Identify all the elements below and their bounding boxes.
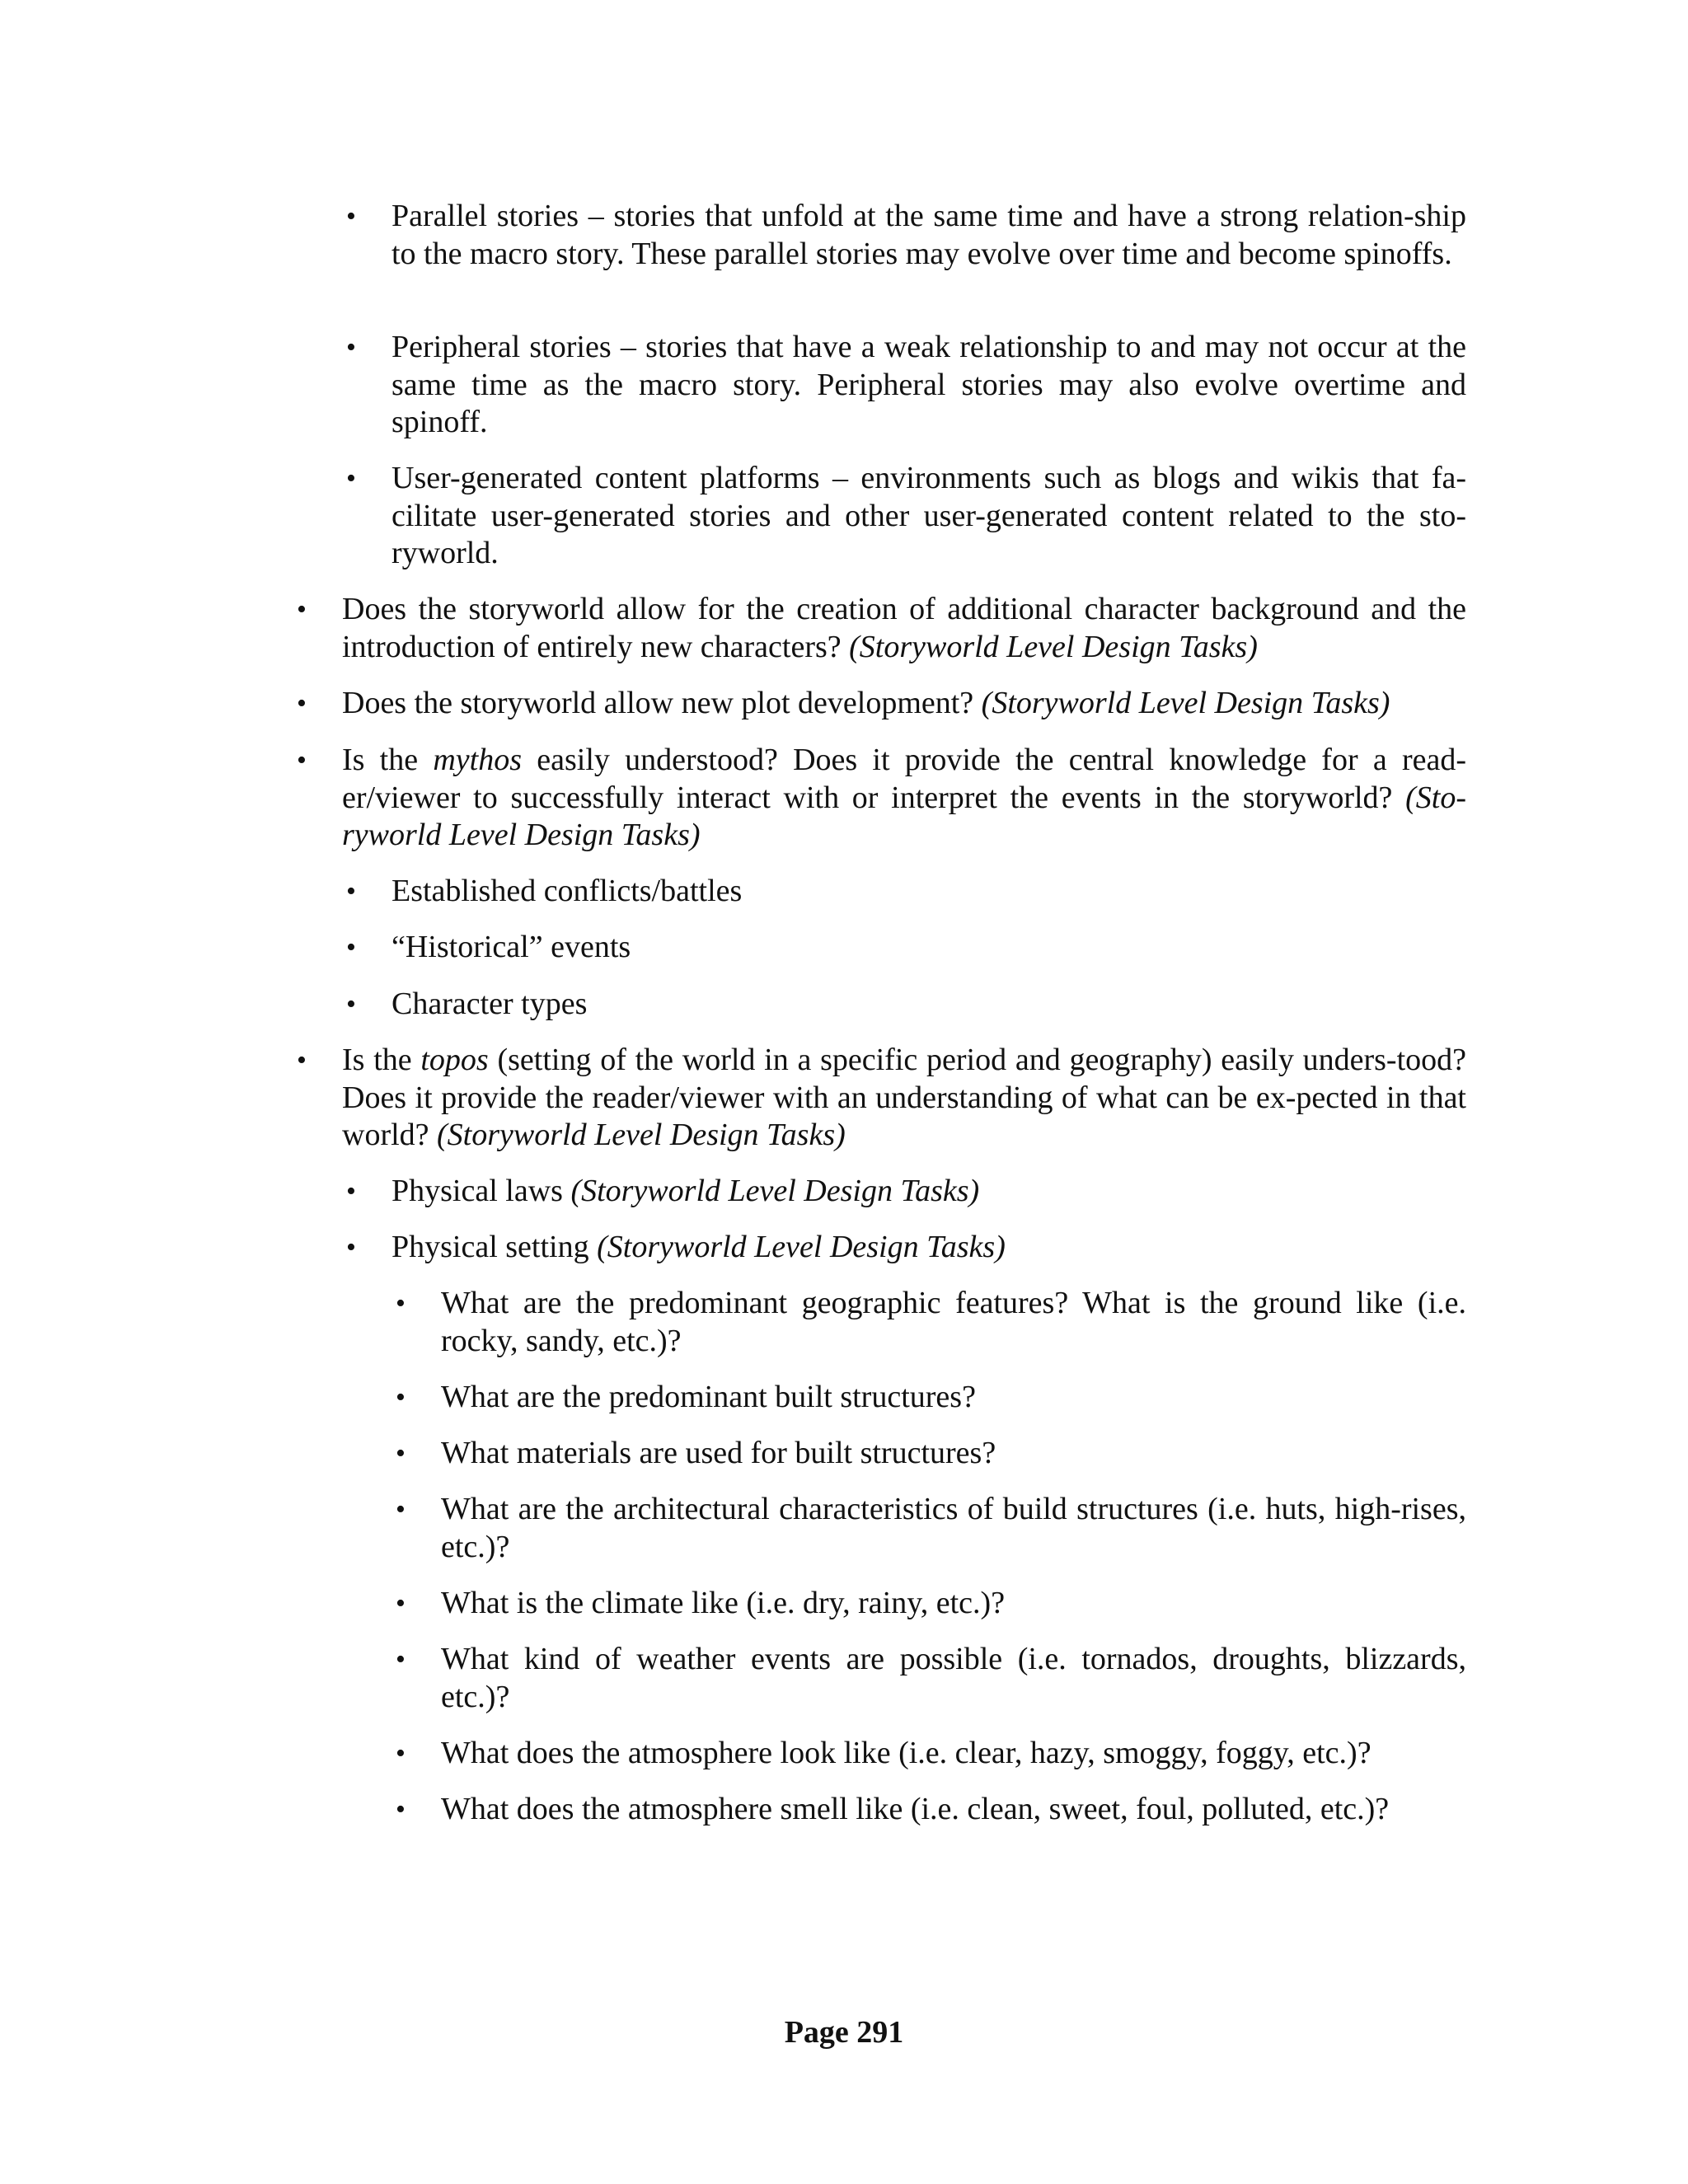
bullet-icon: • (396, 1288, 406, 1319)
list-item (346, 460, 1466, 573)
item-text: Peripheral stories – stories that have a weak relationship to and may not occur at the same time as the macro story. Peripheral stories may also evolve overtime and spinoff. (392, 330, 1466, 439)
bullet-icon: • (297, 688, 307, 719)
list-item (346, 929, 1466, 967)
item-text: Character types (392, 987, 588, 1021)
list-item (346, 198, 1466, 273)
list-item (396, 1285, 1466, 1360)
list-item (346, 873, 1466, 911)
italic-text: (Storyworld Level Design Tasks) (981, 686, 1390, 720)
list-item (396, 1735, 1466, 1773)
bullet-icon: • (396, 1644, 406, 1675)
item-text: (setting of the world in a specific period and geography) easily unders-tood? Does it provide the reader/viewer with an understanding of what can be ex-pected in that world? (342, 1043, 1466, 1152)
bullet-icon: • (396, 1588, 406, 1619)
bullet-icon: • (396, 1738, 406, 1769)
italic-text: (Storyworld Level Design Tasks) (849, 629, 1258, 664)
item-text: Physical setting (392, 1230, 598, 1264)
list-item (346, 329, 1466, 442)
list-item (297, 591, 1466, 666)
item-text: Does the storyworld allow new plot development? (342, 686, 982, 720)
bullet-icon: • (297, 745, 307, 776)
list-item (346, 986, 1466, 1024)
item-text: Established conflicts/battles (392, 874, 743, 908)
item-text: easily understood? Does it provide the central knowledge for a read-er/viewer to successfully interact with or interpret the events in the storyworld? (342, 743, 1466, 815)
item-text: What is the climate like (i.e. dry, rainy, etc.)? (441, 1586, 1006, 1620)
item-text: What does the atmosphere look like (i.e. clear, hazy, smoggy, foggy, etc.)? (441, 1736, 1372, 1770)
list-item (396, 1585, 1466, 1623)
italic-text: (Storyworld Level Design Tasks) (437, 1118, 846, 1152)
italic-text: (Storyworld Level Design Tasks) (597, 1230, 1006, 1264)
bullet-icon: • (396, 1794, 406, 1825)
item-text: What materials are used for built structures? (441, 1436, 996, 1470)
italic-text: mythos (433, 743, 522, 777)
item-text: Is the (342, 743, 434, 777)
item-text: What are the architectural characteristics of build structures (i.e. huts, high-rises, etc.)? (441, 1492, 1466, 1564)
item-text: Parallel stories – stories that unfold at the same time and have a strong relation-ship to the macro story. These parallel stories may evolve over time and become spinoffs. (392, 199, 1466, 271)
bullet-icon: • (396, 1382, 406, 1413)
bullet-icon: • (346, 932, 356, 963)
list-item (346, 1173, 1466, 1211)
list-item (396, 1435, 1466, 1473)
bullet-icon: • (346, 1176, 356, 1207)
list-item (346, 1229, 1466, 1267)
bullet-icon: • (346, 1232, 356, 1263)
bullet-icon: • (346, 201, 356, 232)
item-text: User-generated content platforms – environments such as blogs and wikis that fa-cilitate user-generated stories and other user-generated content related to the sto-ryworld. (392, 461, 1466, 570)
bullet-icon: • (346, 989, 356, 1019)
bullet-icon: • (396, 1494, 406, 1525)
bullet-icon: • (346, 463, 356, 494)
list-item (297, 1042, 1466, 1155)
list-item (396, 1791, 1466, 1829)
page-number: Page 291 (784, 2015, 904, 2050)
item-text: What kind of weather events are possible (i.e. tornados, droughts, blizzards, etc.)? (441, 1642, 1466, 1714)
bullet-icon: • (346, 332, 356, 363)
item-text: What does the atmosphere smell like (i.e. clean, sweet, foul, polluted, etc.)? (441, 1792, 1390, 1826)
list-item (297, 742, 1466, 855)
italic-text: topos (420, 1043, 489, 1077)
bullet-icon: • (297, 594, 307, 625)
item-text: Physical laws (392, 1174, 571, 1208)
item-text: What are the predominant geographic features? What is the ground like (i.e. rocky, sandy, etc.)? (441, 1286, 1466, 1358)
item-text: Is the (342, 1043, 421, 1077)
item-text: Does the storyworld allow for the creation of additional character background and the introduction of entirely new characters? (342, 592, 1466, 664)
italic-text: (Storyworld Level Design Tasks) (570, 1174, 980, 1208)
item-text: What are the predominant built structures? (441, 1380, 976, 1414)
item-text: “Historical” events (392, 930, 631, 964)
list-item (396, 1379, 1466, 1417)
italic-text: (Sto-ryworld Level Design Tasks) (342, 780, 1466, 852)
bullet-icon: • (346, 876, 356, 907)
list-item (396, 1641, 1466, 1716)
list-item (396, 1491, 1466, 1566)
list-item (297, 685, 1466, 723)
bullet-icon: • (396, 1438, 406, 1469)
bullet-icon: • (297, 1045, 307, 1076)
